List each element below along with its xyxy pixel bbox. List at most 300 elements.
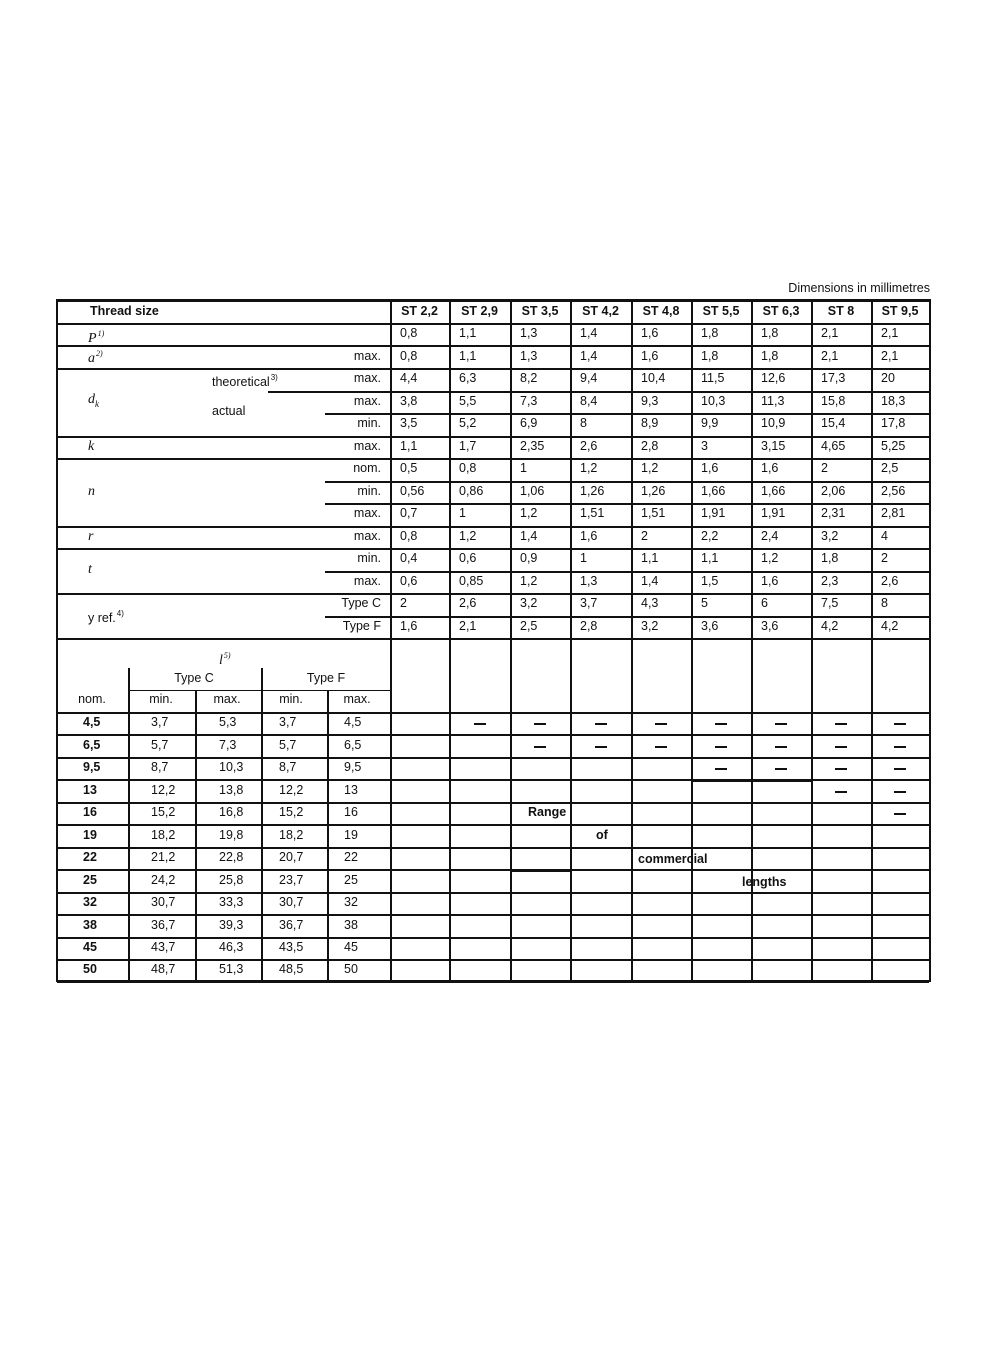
- dimension-value: 2: [641, 529, 648, 543]
- dimension-value: 4,3: [641, 596, 659, 610]
- length-value: 46,3: [219, 940, 244, 954]
- row-rule: [57, 869, 929, 871]
- dimension-value: 2,6: [881, 574, 899, 588]
- not-available-dash: [655, 746, 667, 748]
- qualifier-label: max.: [353, 394, 381, 408]
- column-rule: [390, 300, 392, 638]
- thread-size-column-header: ST 4,2: [582, 304, 619, 318]
- length-value: 30,7: [151, 895, 176, 909]
- qualifier-label: min.: [357, 416, 381, 430]
- range-label-commercial: commercial: [638, 852, 708, 866]
- column-rule: [811, 638, 813, 981]
- column-rule: [631, 638, 633, 981]
- dimension-value: 1,1: [641, 551, 659, 565]
- row-rule: [57, 300, 929, 302]
- dimension-value: 1,8: [761, 349, 779, 363]
- length-value: 25: [344, 872, 358, 887]
- range-boundary: [511, 870, 571, 872]
- range-boundary: [691, 780, 811, 782]
- thread-size-column-header: ST 3,5: [521, 304, 559, 318]
- length-value: 3,7: [151, 715, 169, 729]
- column-rule: [929, 638, 931, 981]
- range-boundary: [691, 937, 751, 939]
- length-value: 48,5: [279, 962, 304, 976]
- not-available-dash: [775, 768, 787, 770]
- thread-size-column-header: ST 2,2: [401, 304, 438, 318]
- dimension-value: 1,6: [641, 326, 659, 340]
- dimension-value: 3,2: [641, 619, 659, 633]
- dimension-value: 1,51: [641, 506, 666, 520]
- length-type-c-label: Type C: [174, 671, 214, 685]
- dimension-value: 1,3: [520, 349, 538, 363]
- length-value: 38: [344, 917, 358, 932]
- dimension-value: 1,6: [580, 529, 598, 543]
- length-value: 43,5: [279, 940, 304, 954]
- row-rule: [268, 391, 390, 393]
- dimension-value: 4,2: [821, 619, 839, 633]
- column-rule: [261, 668, 263, 690]
- qualifier-type-f: Type F: [342, 619, 381, 633]
- dimension-value: 1,26: [641, 484, 666, 498]
- dimension-value: 1,1: [701, 551, 719, 565]
- dimension-value: 1,4: [641, 574, 659, 588]
- length-value: 12,2: [151, 782, 176, 797]
- dimension-value: 2,35: [520, 439, 545, 453]
- not-available-dash: [474, 723, 486, 725]
- dimensions-caption: Dimensions in millimetres: [788, 281, 930, 295]
- column-rule: [510, 638, 512, 981]
- qualifier-label: max.: [353, 529, 381, 543]
- length-min-label: min.: [279, 692, 303, 706]
- length-value: 30,7: [279, 895, 304, 909]
- column-rule: [570, 300, 572, 638]
- length-max-label: max.: [343, 692, 371, 706]
- column-rule: [510, 300, 512, 638]
- length-nom-value: 22: [83, 850, 97, 864]
- qualifier-theoretical: theoretical$^{3)}$: [212, 373, 278, 389]
- dimension-value: 1,8: [701, 349, 719, 363]
- dimension-value: 1,2: [520, 506, 538, 520]
- row-rule: [57, 323, 929, 325]
- dimension-value: 9,4: [580, 371, 598, 385]
- qualifier-label: max.: [353, 439, 381, 453]
- length-value: 23,7: [279, 872, 304, 887]
- dimension-value: 1,6: [701, 461, 719, 475]
- qualifier-label: min.: [357, 484, 381, 498]
- length-value: 18,2: [279, 827, 304, 842]
- dimension-value: 1,26: [580, 484, 605, 498]
- not-available-dash: [534, 723, 546, 725]
- column-rule: [871, 300, 873, 638]
- dimension-value: 1,06: [520, 484, 545, 498]
- length-value: 8,7: [279, 760, 297, 774]
- thread-size-column-header: ST 5,5: [702, 304, 740, 318]
- length-value: 51,3: [219, 962, 244, 976]
- length-value: 19,8: [219, 827, 244, 842]
- dimension-value: 3,7: [580, 596, 598, 610]
- range-boundary: [571, 892, 631, 894]
- dimension-value: 1: [580, 551, 587, 565]
- not-available-dash: [835, 791, 847, 793]
- dimension-value: 12,6: [761, 371, 786, 385]
- row-rule: [128, 690, 390, 691]
- length-nom-label: nom.: [78, 692, 106, 706]
- dimension-value: 2,1: [881, 326, 899, 340]
- length-nom-value: 13: [83, 782, 97, 797]
- dimension-value: 0,5: [400, 461, 418, 475]
- symbol-y-ref: y ref.$^{4)}$: [88, 609, 124, 625]
- qualifier-label: nom.: [353, 461, 381, 475]
- dimension-value: 6,9: [520, 416, 538, 430]
- length-nom-value: 16: [83, 805, 97, 819]
- length-value: 33,3: [219, 895, 244, 909]
- row-rule: [57, 892, 929, 894]
- row-rule: [57, 436, 929, 438]
- dimension-value: 1,2: [580, 461, 598, 475]
- length-type-f-label: Type F: [306, 671, 346, 685]
- length-value: 15,2: [279, 805, 304, 819]
- dimension-value: 9,9: [701, 416, 719, 430]
- dimension-value: 10,9: [761, 416, 786, 430]
- symbol-n: n: [88, 484, 95, 499]
- row-rule: [57, 937, 929, 939]
- length-value: 32: [344, 895, 358, 909]
- dimension-value: 2,5: [520, 619, 538, 633]
- length-value: 13: [344, 782, 358, 797]
- range-label-range: Range: [528, 805, 567, 819]
- length-value: 22: [344, 850, 358, 864]
- length-nom-value: 25: [83, 872, 97, 887]
- dimension-value: 5: [701, 596, 708, 610]
- dimension-value: 20: [881, 371, 895, 385]
- not-available-dash: [595, 746, 607, 748]
- length-nom-value: 32: [83, 895, 97, 909]
- dimension-value: 3,6: [701, 619, 719, 633]
- dimension-value: 2,56: [881, 484, 906, 498]
- dimension-value: 1,6: [641, 349, 659, 363]
- dimension-value: 1,6: [761, 574, 779, 588]
- dimension-value: 3,8: [400, 394, 418, 408]
- not-available-dash: [835, 746, 847, 748]
- dimension-value: 1,1: [400, 439, 418, 453]
- length-value: 18,2: [151, 827, 176, 842]
- symbol-dk: $d_k$: [88, 392, 99, 409]
- not-available-dash: [775, 723, 787, 725]
- length-value: 3,7: [279, 715, 297, 729]
- row-rule: [57, 526, 929, 528]
- length-value: 5,7: [151, 737, 169, 752]
- length-value: 7,3: [219, 737, 237, 752]
- dimension-value: 9,3: [641, 394, 659, 408]
- length-nom-value: 6,5: [83, 737, 101, 752]
- length-nom-value: 38: [83, 917, 97, 932]
- column-rule: [390, 638, 392, 981]
- dimension-value: 1,2: [459, 529, 477, 543]
- dimension-value: 1,8: [701, 326, 719, 340]
- length-min-label: min.: [149, 692, 173, 706]
- dimension-value: 0,56: [400, 484, 425, 498]
- dimension-value: 1,8: [821, 551, 839, 565]
- dimension-value: 1: [459, 506, 466, 520]
- dimension-value: 6: [761, 596, 768, 610]
- length-value: 12,2: [279, 782, 304, 797]
- length-value: 20,7: [279, 850, 304, 864]
- qualifier-label: min.: [357, 551, 381, 565]
- dimension-value: 0,9: [520, 551, 538, 565]
- thread-size-column-header: ST 8: [827, 304, 855, 318]
- length-value: 10,3: [219, 760, 244, 774]
- not-available-dash: [775, 746, 787, 748]
- length-value: 45: [344, 940, 358, 954]
- dimension-value: 1,4: [520, 529, 538, 543]
- dimension-value: 15,4: [821, 416, 846, 430]
- dimension-value: 17,8: [881, 416, 906, 430]
- dimension-value: 18,3: [881, 394, 906, 408]
- row-rule: [57, 345, 929, 347]
- length-value: 22,8: [219, 850, 244, 864]
- range-boundary: [811, 802, 871, 804]
- not-available-dash: [835, 723, 847, 725]
- qualifier-actual: actual: [212, 404, 246, 418]
- dimension-value: 2,2: [701, 529, 719, 543]
- row-rule: [57, 712, 929, 714]
- row-rule: [57, 458, 929, 460]
- range-boundary: [631, 914, 691, 916]
- dimension-value: 11,3: [761, 394, 785, 408]
- dimension-value: 2,8: [641, 439, 659, 453]
- dimension-value: 0,8: [400, 326, 418, 340]
- column-rule: [811, 300, 813, 638]
- thread-size-column-header: ST 2,9: [461, 304, 498, 318]
- dimension-value: 8: [580, 416, 587, 430]
- dimension-value: 4: [881, 529, 888, 543]
- thread-size-column-header: ST 4,8: [642, 304, 680, 318]
- dimension-value: 3,15: [761, 439, 786, 453]
- length-nom-value: 4,5: [83, 715, 101, 729]
- length-value: 5,7: [279, 737, 297, 752]
- dimension-value: 1,91: [701, 506, 726, 520]
- not-available-dash: [894, 723, 906, 725]
- not-available-dash: [715, 723, 727, 725]
- dimension-value: 2,5: [881, 461, 899, 475]
- length-symbol-l: $l^{5)}$: [219, 651, 231, 668]
- dimension-value: 1,5: [701, 574, 719, 588]
- dimension-value: 2: [821, 461, 828, 475]
- dimension-value: 17,3: [821, 371, 846, 385]
- length-value: 5,3: [219, 715, 237, 729]
- range-boundary: [751, 959, 811, 961]
- dimension-value: 0,8: [400, 529, 418, 543]
- dimension-value: 1,2: [641, 461, 659, 475]
- dimension-value: 15,8: [821, 394, 846, 408]
- column-rule: [751, 638, 753, 981]
- dimension-value: 2: [881, 551, 888, 565]
- qualifier-label: max.: [353, 506, 381, 520]
- column-rule: [449, 638, 451, 981]
- dimension-value: 3,5: [400, 416, 418, 430]
- dimension-value: 8,2: [520, 371, 538, 385]
- dimension-value: 5,5: [459, 394, 477, 408]
- dimension-value: 11,5: [701, 371, 725, 385]
- range-label-lengths: lengths: [742, 875, 787, 889]
- dimension-value: 6,3: [459, 371, 477, 385]
- dimension-value: 1,3: [580, 574, 598, 588]
- not-available-dash: [595, 723, 607, 725]
- column-rule: [128, 668, 130, 690]
- length-value: 36,7: [151, 917, 176, 932]
- length-value: 19: [344, 827, 358, 842]
- length-value: 9,5: [344, 760, 362, 774]
- thread-size-label: Thread size: [90, 304, 159, 318]
- qualifier-label: max.: [353, 574, 381, 588]
- length-value: 24,2: [151, 872, 176, 887]
- length-value: 8,7: [151, 760, 169, 774]
- row-rule: [57, 368, 929, 370]
- dimension-value: 0,7: [400, 506, 418, 520]
- dimension-value: 7,3: [520, 394, 538, 408]
- column-rule: [871, 638, 873, 981]
- not-available-dash: [894, 746, 906, 748]
- length-value: 21,2: [151, 850, 176, 864]
- dimension-value: 4,65: [821, 439, 846, 453]
- dimension-value: 1,2: [520, 574, 538, 588]
- dimension-value: 2,1: [459, 619, 477, 633]
- length-value: 13,8: [219, 782, 244, 797]
- dimension-value: 1,7: [459, 439, 477, 453]
- dimension-value: 5,2: [459, 416, 477, 430]
- range-label-of: of: [596, 828, 608, 842]
- dimension-value: 10,3: [701, 394, 726, 408]
- symbol-k: k: [88, 439, 95, 454]
- column-rule: [751, 300, 753, 638]
- not-available-dash: [894, 813, 906, 815]
- not-available-dash: [655, 723, 667, 725]
- column-rule: [691, 300, 693, 638]
- length-value: 39,3: [219, 917, 244, 932]
- dimension-value: 5,25: [881, 439, 906, 453]
- column-rule: [449, 300, 451, 638]
- dimension-value: 0,85: [459, 574, 484, 588]
- row-rule: [57, 638, 929, 640]
- dimension-value: 10,4: [641, 371, 666, 385]
- not-available-dash: [894, 791, 906, 793]
- symbol-p: $P^{1)}$: [88, 329, 105, 346]
- range-boundary: [449, 802, 511, 804]
- row-rule: [390, 413, 929, 415]
- length-value: 16: [344, 805, 358, 819]
- dimension-value: 2,31: [821, 506, 846, 520]
- dimension-value: 1,1: [459, 349, 477, 363]
- not-available-dash: [534, 746, 546, 748]
- dimension-value: 8,4: [580, 394, 598, 408]
- row-rule: [325, 481, 929, 483]
- dimension-value: 2: [400, 596, 407, 610]
- column-rule: [691, 638, 693, 981]
- length-value: 25,8: [219, 872, 244, 887]
- not-available-dash: [715, 768, 727, 770]
- dimension-value: 0,6: [400, 574, 418, 588]
- qualifier-type-c: Type C: [341, 596, 381, 610]
- row-rule: [57, 847, 929, 849]
- dimension-value: 8: [881, 596, 888, 610]
- length-nom-value: 9,5: [83, 760, 101, 774]
- dimension-value: 8,9: [641, 416, 659, 430]
- dimension-value: 2,1: [821, 326, 839, 340]
- length-nom-value: 19: [83, 827, 97, 842]
- row-rule: [57, 981, 929, 983]
- dimension-value: 3: [701, 439, 708, 453]
- dimension-value: 1,91: [761, 506, 786, 520]
- symbol-a: $a^{2)}$: [88, 349, 103, 366]
- row-rule: [325, 616, 929, 618]
- row-rule: [325, 413, 390, 415]
- dimension-value: 1,4: [580, 349, 598, 363]
- dimension-value: 1: [520, 461, 527, 475]
- dimension-value: 1,6: [400, 619, 418, 633]
- dimension-value: 2,3: [821, 574, 839, 588]
- row-rule: [57, 593, 929, 595]
- column-rule: [929, 300, 931, 638]
- dimension-value: 3,2: [821, 529, 839, 543]
- dimension-value: 1,1: [459, 326, 477, 340]
- row-rule: [57, 914, 929, 916]
- dimension-value: 2,1: [821, 349, 839, 363]
- dimension-value: 3,6: [761, 619, 779, 633]
- length-value: 43,7: [151, 940, 176, 954]
- length-value: 36,7: [279, 917, 304, 932]
- dimension-value: 2,81: [881, 506, 906, 520]
- length-value: 4,5: [344, 715, 362, 729]
- not-available-dash: [894, 768, 906, 770]
- row-rule: [325, 571, 929, 573]
- length-value: 50: [344, 962, 358, 976]
- length-nom-value: 50: [83, 962, 97, 976]
- dimension-value: 1,8: [761, 326, 779, 340]
- qualifier-label: max.: [353, 349, 381, 363]
- dimension-value: 0,4: [400, 551, 418, 565]
- not-available-dash: [835, 768, 847, 770]
- dimension-value: 2,1: [881, 349, 899, 363]
- dimension-value: 1,66: [701, 484, 726, 498]
- dimension-value: 1,3: [520, 326, 538, 340]
- dimension-value: 0,86: [459, 484, 484, 498]
- length-value: 16,8: [219, 805, 244, 819]
- dimension-value: 4,4: [400, 371, 418, 385]
- length-value: 15,2: [151, 805, 176, 819]
- row-rule: [57, 757, 929, 759]
- column-rule: [631, 300, 633, 638]
- qualifier-label: max.: [353, 371, 381, 385]
- dimension-value: 1,4: [580, 326, 598, 340]
- dimension-value: 2,8: [580, 619, 598, 633]
- dimension-value: 3,2: [520, 596, 538, 610]
- length-value: 6,5: [344, 737, 362, 752]
- dimension-value: 4,2: [881, 619, 899, 633]
- not-available-dash: [715, 746, 727, 748]
- dimension-value: 0,8: [459, 461, 477, 475]
- thread-size-column-header: ST 6,3: [762, 304, 800, 318]
- symbol-r: r: [88, 529, 94, 544]
- row-rule: [390, 391, 929, 393]
- column-rule: [570, 638, 572, 981]
- row-rule: [57, 824, 929, 826]
- row-rule: [57, 548, 929, 550]
- dimension-value: 2,6: [459, 596, 477, 610]
- dimension-value: 2,06: [821, 484, 846, 498]
- dimension-value: 1,66: [761, 484, 786, 498]
- thread-size-column-header: ST 9,5: [881, 304, 919, 318]
- dimension-value: 1,6: [761, 461, 779, 475]
